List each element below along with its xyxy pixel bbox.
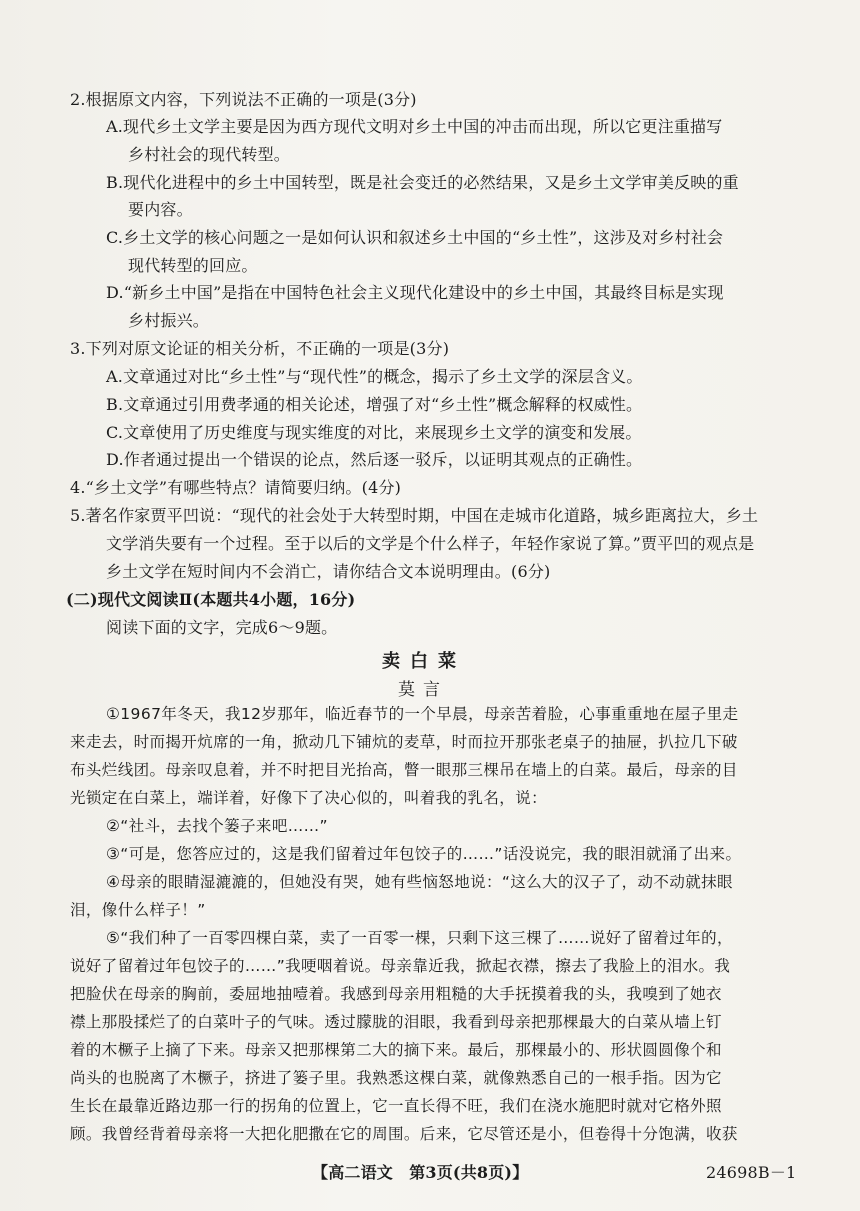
q2-option-d-line2: 乡村振兴。 <box>128 311 210 330</box>
q4-stem: 4.“乡土文学”有哪些特点？请简要归纳。(4分) <box>70 478 402 497</box>
story-line: 泪，像什么样子！” <box>70 901 206 919</box>
q2-option-b-line2: 要内容。 <box>128 200 193 219</box>
q3-stem: 3.下列对原文论证的相关分析，不正确的一项是(3分) <box>70 339 450 358</box>
story-line: ②“社斗，去找个篓子来吧……” <box>106 817 328 835</box>
q2-option-d-line1: D.“新乡土中国”是指在中国特色社会主义现代化建设中的乡土中国，其最终目标是实现 <box>106 283 724 302</box>
story-line: 尚头的也脱离了木橛子，挤进了篓子里。我熟悉这棵白菜，就像熟悉自己的一根手指。因为它 <box>70 1069 722 1087</box>
story-title: 卖白菜 <box>382 651 466 672</box>
q2-stem: 2.根据原文内容，下列说法不正确的一项是(3分) <box>70 90 417 109</box>
story-line: ④母亲的眼睛湿漉漉的，但她没有哭，她有些恼怒地说：“这么大的汉子了，动不动就抹眼 <box>106 873 733 891</box>
story-line: 来走去，时而揭开炕席的一角，掀动几下铺炕的麦草，时而拉开那张老桌子的抽屉，扒拉几下破 <box>70 733 738 751</box>
section-instruction: 阅读下面的文字，完成6～9题。 <box>106 618 338 637</box>
page-footer-label: 【高二语文 第3页(共8页)】 <box>312 1163 529 1182</box>
story-line: 襟上那股揉烂了的白菜叶子的气味。透过朦胧的泪眼，我看到母亲把那棵最大的白菜从墙上钉 <box>70 1013 722 1031</box>
q2-option-a-line2: 乡村社会的现代转型。 <box>128 145 291 164</box>
story-line: ③“可是，您答应过的，这是我们留着过年包饺子的……”话没说完，我的眼泪就涌了出来。 <box>106 845 742 863</box>
page-code: 24698B－1 <box>706 1163 797 1182</box>
q2-option-a-line1: A.现代乡土文学主要是因为西方现代文明对乡土中国的冲击而出现，所以它更注重描写 <box>106 117 723 136</box>
story-line: ①1967年冬天，我12岁那年，临近春节的一个早晨，母亲苦着脸，心事重重地在屋子里走 <box>106 705 739 723</box>
story-line: ⑤“我们种了一百零四棵白菜，卖了一百零一棵，只剩下这三棵了……说好了留着过年的， <box>106 929 733 947</box>
q3-option-d: D.作者通过提出一个错误的论点，然后逐一驳斥，以证明其观点的正确性。 <box>106 450 643 469</box>
q3-option-a: A.文章通过对比“乡土性”与“现代性”的概念，揭示了乡土文学的深层含义。 <box>106 367 643 386</box>
q5-line2: 文学消失要有一个过程。至于以后的文学是个什么样子，年轻作家说了算。”贾平凹的观点是 <box>106 534 755 553</box>
story-line: 顾。我曾经背着母亲将一大把化肥撒在它的周围。后来，它尽管还是小，但卷得十分饱满，收获 <box>70 1125 738 1143</box>
q5-line1: 5.著名作家贾平凹说：“现代的社会处于大转型时期，中国在走城市化道路，城乡距离拉大，乡土 <box>70 506 759 525</box>
q2-option-c-line2: 现代转型的回应。 <box>128 256 258 275</box>
q2-option-c-line1: C.乡土文学的核心问题之一是如何认识和叙述乡土中国的“乡土性”，这涉及对乡村社会 <box>106 228 724 247</box>
story-line: 着的木橛子上摘了下来。母亲又把那棵第二大的摘下来。最后，那棵最小的、形状圆圆像个和 <box>70 1041 722 1059</box>
q5-line3: 乡土文学在短时间内不会消亡，请你结合文本说明理由。(6分) <box>106 562 551 581</box>
story-author: 莫言 <box>398 680 448 700</box>
q3-option-c: C.文章使用了历史维度与现实维度的对比，来展现乡土文学的演变和发展。 <box>106 423 642 442</box>
section-heading: (二)现代文阅读Ⅱ(本题共4小题，16分) <box>66 590 356 609</box>
story-line: 把脸伏在母亲的胸前，委屈地抽噎着。我感到母亲用粗糙的大手抚摸着我的头，我嗅到了她衣 <box>70 985 722 1003</box>
story-line: 生长在最靠近路边那一行的拐角的位置上，它一直长得不旺，我们在浇水施肥时就对它格外照 <box>70 1097 722 1115</box>
story-line: 布头烂线团。母亲叹息着，并不时把目光抬高，瞥一眼那三棵吊在墙上的白菜。最后，母亲的目 <box>70 761 738 779</box>
q2-option-b-line1: B.现代化进程中的乡土中国转型，既是社会变迁的必然结果，又是乡土文学审美反映的重 <box>106 173 739 192</box>
story-line: 说好了留着过年包饺子的……”我哽咽着说。母亲靠近我，掀起衣襟，擦去了我脸上的泪水。我 <box>70 957 731 975</box>
story-line: 光锁定在白菜上，端详着，好像下了决心似的，叫着我的乳名，说： <box>70 789 548 807</box>
q3-option-b: B.文章通过引用费孝通的相关论述，增强了对“乡土性”概念解释的权威性。 <box>106 395 643 414</box>
